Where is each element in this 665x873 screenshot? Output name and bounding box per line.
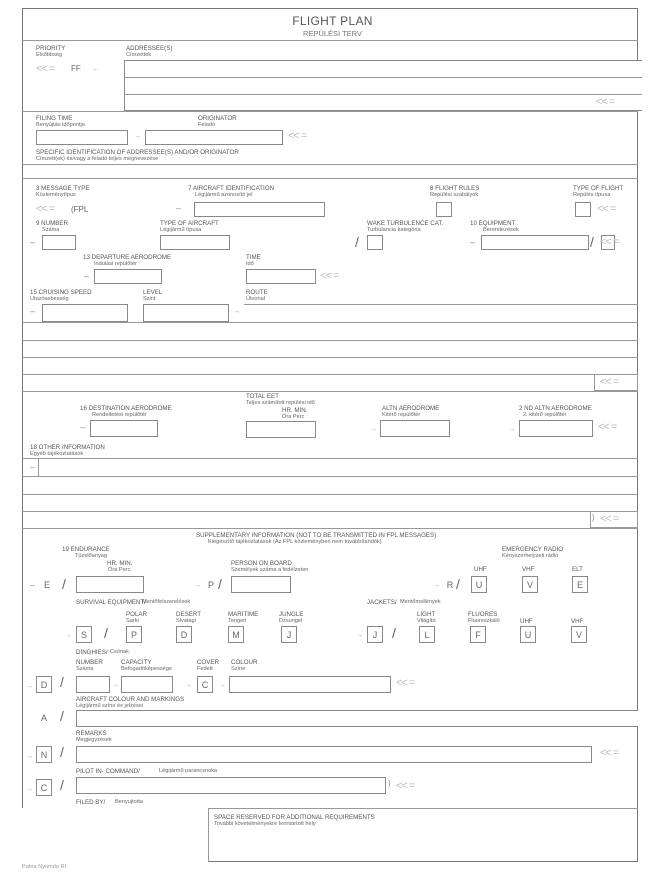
jackets-sub: Mentőmellények	[400, 599, 441, 605]
aircraft-colour-label: AIRCRAFT COLOUR AND MARKINGS	[76, 696, 185, 703]
filing-time-label: FILING TIME	[36, 115, 73, 122]
maritime-box[interactable]: M	[228, 626, 244, 643]
route-line	[22, 340, 638, 341]
arrow-icon: →	[233, 308, 240, 315]
aircraft-id-label: 7 AIRCRAFT IDENTIFICATION	[188, 185, 275, 192]
desert-box[interactable]: D	[176, 626, 192, 643]
slash-separator: /	[62, 576, 66, 592]
chevron-icon: << =	[596, 96, 615, 108]
destination-sub: Rendeltetési repülőtér	[92, 412, 147, 418]
wake-label: WAKE TURBULENCE CAT.	[367, 220, 444, 227]
other-info-marker	[38, 458, 39, 476]
jacket-j-box[interactable]: J	[367, 626, 383, 643]
survival-s-box[interactable]: S	[76, 626, 92, 643]
other-info-label: 18 OTHER INFORMATION	[30, 444, 105, 451]
capacity-field[interactable]	[121, 676, 173, 693]
endurance-letter: E	[43, 580, 50, 590]
filing-time-field[interactable]	[36, 130, 128, 145]
fluores-box[interactable]: F	[470, 626, 486, 643]
divider	[22, 528, 638, 529]
wake-sub: Turbulancia kategória	[367, 227, 421, 233]
aircraft-colour-sub: Légijármű színe és jelzései	[76, 703, 144, 709]
pilot-field[interactable]	[76, 777, 386, 794]
endurance-field[interactable]	[76, 576, 144, 593]
departure-field[interactable]	[94, 269, 162, 284]
dash-icon: –	[30, 237, 36, 247]
priority-value: FF	[71, 64, 81, 73]
altn-field[interactable]	[380, 420, 450, 437]
divider	[22, 391, 638, 392]
flight-rules-field[interactable]	[436, 202, 452, 217]
other-info-sub: Egyéb tájékoztatások	[30, 451, 84, 457]
endurance-hrmin: HR. MIN.	[107, 560, 133, 567]
desert-sub: Sivatagi	[176, 618, 196, 624]
filed-by-field[interactable]	[22, 808, 208, 862]
jacket-vhf-box[interactable]: V	[571, 626, 587, 643]
remarks-sub: Megjegyzések	[76, 737, 112, 743]
persons-label: PERSON ON BOARD	[231, 560, 292, 567]
slash-separator: /	[355, 234, 359, 250]
printer-footer: Patria Nyomda Rt	[22, 864, 67, 870]
chevron-icon: << =	[600, 513, 619, 525]
slash-separator: /	[60, 708, 64, 724]
message-type-value: (FPL	[71, 205, 89, 214]
route-line	[22, 357, 638, 358]
time-label: TIME	[246, 254, 261, 261]
fluores-sub: Fluoreszkáló	[468, 618, 500, 624]
level-label: LEVEL	[143, 289, 163, 296]
dash-icon: –	[176, 203, 182, 213]
route-sub: Útvonal	[246, 296, 265, 302]
arrow-icon: →	[509, 426, 516, 433]
chevron-icon: << =	[320, 270, 339, 282]
chevron-icon: << =	[396, 780, 415, 792]
fluores-label: FLUORES	[468, 611, 498, 618]
type-of-flight-field[interactable]	[575, 202, 591, 217]
chevron-icon: << =	[600, 747, 619, 759]
equipment-field[interactable]	[481, 235, 589, 250]
total-eet-label: TOTAL EET	[246, 393, 279, 400]
arrow-icon: →	[134, 133, 141, 140]
light-sub: Világító	[417, 618, 436, 624]
other-info-line	[22, 476, 638, 477]
persons-sub: Személyek száma a fedélzeten	[231, 567, 309, 573]
dinghies-number-field[interactable]	[76, 676, 110, 693]
type-of-aircraft-sub: Légijármű típusa	[160, 227, 202, 233]
polar-sub: Sarki	[126, 618, 139, 624]
persons-letter: P	[207, 580, 214, 590]
total-eet-field[interactable]	[246, 421, 316, 438]
slash-separator: /	[104, 625, 108, 641]
form-subtitle: REPÜLÉSI TERV	[303, 29, 362, 38]
arrow-icon: →	[370, 426, 377, 433]
total-eet-hrmin: HR. MIN.	[282, 407, 308, 414]
arrow-icon: →	[219, 682, 226, 689]
total-eet-oraperc: Óra Perc	[282, 414, 305, 420]
light-box[interactable]: L	[419, 626, 435, 643]
colour-field[interactable]	[229, 676, 391, 693]
polar-box[interactable]: P	[126, 626, 142, 643]
jacket-vhf-label: VHF	[571, 618, 584, 625]
specific-id-sub: Címzett(ek) és/vagy a feladó teljes megnevezése	[36, 156, 159, 162]
time-field[interactable]	[246, 269, 316, 284]
addressees-sub: Címzettek	[126, 52, 152, 58]
endurance-label: 19 ENDURANCE	[62, 546, 110, 553]
altn-sub: Kitérő repülőtér	[382, 412, 421, 418]
chevron-icon: << =	[598, 421, 617, 433]
total-eet-sub: Teljes számított repülési idő	[246, 400, 315, 406]
route-line	[22, 322, 638, 323]
other-info-line	[22, 458, 638, 459]
altn2-sub: 2. kitérő repülőtér	[523, 412, 567, 418]
route-label: ROUTE	[246, 289, 268, 296]
altn-label: ALTN AERODROME	[382, 405, 440, 412]
endurance-oraperc: Óra Perc	[108, 567, 131, 573]
dash-icon: –	[30, 580, 36, 590]
chevron-icon: << =	[288, 130, 307, 142]
route-line	[244, 304, 638, 305]
originator-sub: Feladó	[198, 122, 216, 128]
level-field[interactable]	[143, 304, 229, 322]
aircraft-colour-field[interactable]	[76, 710, 638, 727]
time-sub: Idő	[246, 261, 254, 267]
emergency-r-letter: R	[446, 580, 454, 590]
dash-icon: –	[30, 306, 36, 316]
persons-field[interactable]	[231, 576, 291, 593]
cruising-speed-field[interactable]	[42, 304, 128, 322]
message-type-sub: Közleménytípus	[36, 192, 76, 198]
cover-sub: Fedett	[197, 666, 213, 672]
arrow-icon: →	[91, 66, 98, 73]
remarks-n-box[interactable]: N	[36, 746, 52, 763]
aircraft-id-sub: Légijármű azonosító jel	[195, 192, 253, 198]
arrow-icon: →	[433, 582, 440, 589]
divider	[22, 164, 638, 165]
desert-label: DESERT	[176, 611, 201, 618]
dash-icon: –	[30, 462, 36, 472]
remarks-label: REMARKS	[76, 730, 107, 737]
divider	[124, 94, 642, 95]
chevron-icon: << =	[600, 376, 619, 388]
reserved-label: SPACE RESERVED FOR ADDITIONAL REQUIREMENTS	[214, 814, 375, 821]
slash-separator: /	[60, 744, 64, 760]
route-line	[22, 374, 638, 375]
arrow-icon: →	[185, 682, 192, 689]
emergency-vhf-label: VHF	[522, 566, 535, 573]
dash-icon: –	[80, 422, 86, 432]
supplementary-label: SUPPLEMENTARY INFORMATION (NOT TO BE TRANSMITTED IN FPL MESSAGES)	[196, 532, 437, 539]
emergency-elt-label: ELT	[572, 566, 583, 573]
aircraft-colour-letter: A	[40, 713, 47, 723]
dinghies-sub: Csónak	[110, 649, 129, 655]
priority-sub: Elsőbbség	[36, 52, 63, 58]
pilot-c-box[interactable]: C	[36, 779, 52, 796]
number-field[interactable]	[42, 235, 76, 250]
addressees-field[interactable]	[124, 60, 642, 111]
arrow-icon: →	[26, 786, 33, 793]
emergency-radio-sub: Kényszerhelyzeti rádió	[502, 553, 559, 559]
type-of-aircraft-field[interactable]	[160, 235, 230, 250]
other-info-line	[22, 494, 638, 495]
emergency-vhf-box[interactable]: V	[522, 576, 538, 593]
bracket-glyph: )	[592, 513, 595, 522]
slash-separator: /	[590, 234, 594, 250]
survival-label: SURVIVAL EQUIPMENT/	[76, 599, 147, 606]
message-type-label: 3 MESSAGE TYPE	[36, 185, 90, 192]
type-of-flight-label: TYPE OF FLIGHT	[573, 185, 624, 192]
divider	[22, 40, 638, 41]
slash-separator: /	[60, 674, 64, 690]
colour-label: COLOUR	[231, 659, 258, 666]
pilot-label: PILOT IN- COMMAND/	[76, 768, 140, 775]
bracket-glyph: )	[388, 779, 391, 788]
originator-field[interactable]	[145, 130, 283, 145]
filed-by-label: FILED BY/	[76, 799, 106, 806]
jacket-uhf-label: UHF	[520, 618, 533, 625]
dinghies-d-box[interactable]: D	[36, 676, 52, 693]
equipment-label: 10 EQUIPMENT	[470, 220, 516, 227]
flight-rules-label: 8 FLIGHT RULES	[430, 185, 480, 192]
dinghies-number-label: NUMBER	[76, 659, 103, 666]
dinghies-number-sub: Száma	[76, 666, 94, 672]
dash-icon: –	[84, 271, 90, 281]
maritime-sub: Tengeri	[228, 618, 247, 624]
capacity-sub: Befogadóképessége	[121, 666, 173, 672]
wake-field[interactable]	[367, 235, 383, 250]
jungle-label: JUNGLE	[279, 611, 304, 618]
cruising-speed-sub: Utazósebesség	[30, 296, 69, 302]
cruising-speed-label: 15 CRUISING SPEED	[30, 289, 92, 296]
light-label: LIGHT	[417, 611, 436, 618]
chevron-icon: << =	[36, 63, 55, 75]
filing-time-sub: Benyújtás időpontja	[36, 122, 85, 128]
destination-field[interactable]	[90, 420, 158, 437]
arrow-icon: →	[356, 632, 363, 639]
colour-sub: Színe	[231, 666, 246, 672]
slash-separator: /	[60, 777, 64, 793]
slash-separator: /	[456, 576, 460, 592]
filed-by-sub: Benyujtotta	[115, 799, 143, 805]
arrow-icon: →	[26, 683, 33, 690]
departure-label: 13 DEPARTURE AERODROME	[83, 254, 172, 261]
specific-id-label: SPECIFIC IDENTIFICATION OF ADDRESSEE(S) AND/OR ORIGINATOR	[36, 149, 239, 156]
emergency-elt-box[interactable]: E	[572, 576, 588, 593]
polar-label: POLAR	[126, 611, 147, 618]
altn2-field[interactable]	[519, 420, 593, 437]
chevron-icon: << =	[600, 236, 619, 248]
slash-separator: /	[392, 625, 396, 641]
departure-sub: Indulási repülőtér	[94, 261, 137, 267]
cover-label: COVER	[197, 659, 220, 666]
jacket-uhf-box[interactable]: U	[520, 626, 536, 643]
flight-rules-sub: Repülési szabályok	[430, 192, 479, 198]
endurance-sub: Tüzelőanyag	[75, 553, 108, 559]
dinghies-label: DINGHIES/	[76, 649, 108, 656]
jungle-box[interactable]: J	[281, 626, 297, 643]
number-label: 9 NUMBER	[36, 220, 68, 227]
type-of-flight-sub: Repülés típusa	[573, 192, 611, 198]
capacity-label: CAPACITY	[121, 659, 152, 666]
survival-sub: Mentőfelszerelések	[142, 599, 191, 605]
addressees-label: ADDRESSEE(S)	[126, 45, 173, 52]
level-sub: Szint	[143, 296, 156, 302]
priority-label: PRIORITY	[36, 45, 66, 52]
dash-icon: –	[470, 237, 476, 247]
emergency-uhf-box[interactable]: U	[471, 576, 487, 593]
arrow-icon: →	[26, 753, 33, 760]
originator-label: ORIGINATOR	[198, 115, 237, 122]
jungle-sub: Dzsungel	[279, 618, 303, 624]
arrow-icon: →	[65, 632, 72, 639]
form-title: FLIGHT PLAN	[292, 14, 373, 28]
divider	[22, 178, 638, 179]
slash-separator: /	[218, 576, 222, 592]
chevron-icon: << =	[597, 203, 616, 215]
arrow-icon: →	[112, 682, 119, 689]
type-of-aircraft-label: TYPE OF AIRCRAFT	[160, 220, 219, 227]
equipment-sub: Berendezések	[483, 227, 519, 233]
chevron-icon: << =	[396, 677, 415, 689]
emergency-uhf-label: UHF	[474, 566, 487, 573]
divider	[22, 111, 638, 112]
other-info-line	[22, 511, 638, 512]
maritime-label: MARITIME	[228, 611, 259, 618]
jackets-label: JACKETS/	[367, 599, 397, 606]
arrow-icon: →	[194, 582, 201, 589]
altn2-label: 2 ND ALTN AERODROME	[519, 405, 592, 412]
destination-label: 16 DESTINATION AERODROME	[80, 405, 172, 412]
emergency-radio-label: EMERGENCY RADIO	[502, 546, 564, 553]
aircraft-id-field[interactable]	[194, 202, 325, 217]
reserved-sub: További követelményekre fenntartott hely	[214, 821, 316, 827]
number-sub: Száma	[42, 227, 60, 233]
chevron-icon: << =	[36, 203, 55, 215]
remarks-field[interactable]	[76, 746, 592, 763]
divider	[208, 808, 209, 862]
pilot-sub: Légijármű parancsnoka	[159, 768, 218, 774]
cover-c-box[interactable]: C	[197, 676, 213, 693]
divider	[124, 77, 642, 78]
supplementary-sub: Kiegészítő tájékoztatások (Az FPL közleményben nem továbbítandók)	[208, 539, 382, 545]
